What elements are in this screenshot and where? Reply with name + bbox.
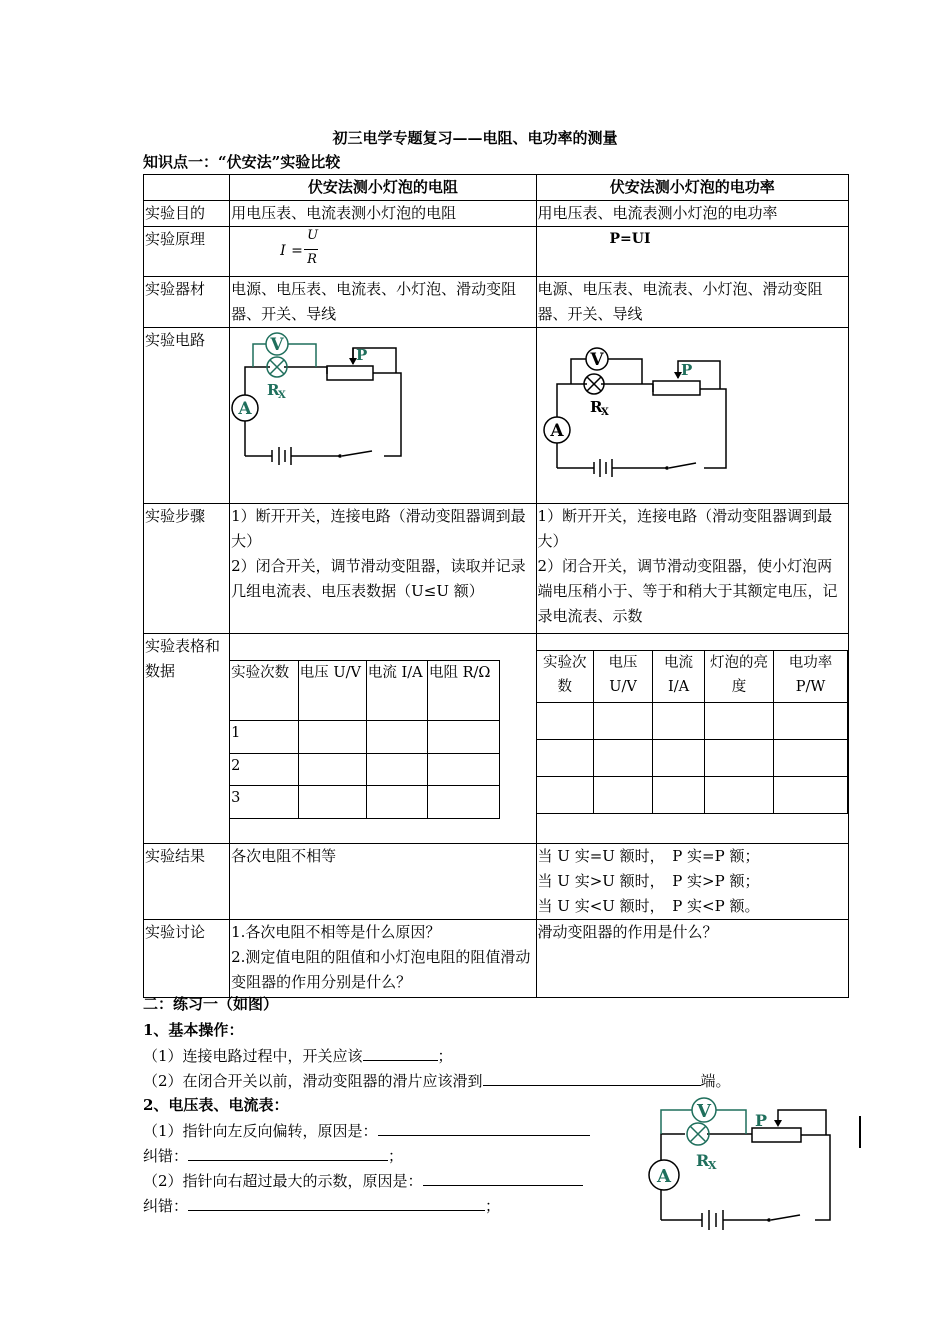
- circuit-diagram-1: [230, 328, 430, 468]
- col-power-p: 电功率P/W: [774, 651, 848, 703]
- data-cell[interactable]: [427, 721, 499, 754]
- q2-2-fix-label: 纠错：: [143, 1197, 189, 1215]
- steps-resistance: [230, 504, 536, 634]
- answer-blank[interactable]: [188, 1194, 485, 1211]
- data-cell[interactable]: [427, 786, 499, 819]
- ammeter-label: A: [238, 399, 252, 419]
- data-table-power: [537, 650, 849, 814]
- result-line-3: 当 U 实<U 额时， P 实<P 额。: [537, 897, 760, 915]
- rx-subscript: X: [278, 390, 286, 401]
- q1-1-text: （1）连接电路过程中，开关应该: [143, 1047, 363, 1065]
- col-trial-p: 实验次数: [537, 651, 594, 703]
- data-cell[interactable]: [537, 740, 594, 777]
- data-table-power-cell: [536, 634, 848, 844]
- q2-1-text: （1）指针向左反向偏转，原因是：: [143, 1122, 378, 1140]
- circuit-resistance-cell: [230, 328, 536, 504]
- section-heading-2: 二：练习一（如图）: [143, 995, 279, 1013]
- discussion-resistance: [230, 920, 536, 998]
- answer-blank[interactable]: [378, 1119, 590, 1136]
- formula-fraction-bar: [304, 249, 318, 250]
- q1-heading: 1、基本操作：: [143, 1021, 244, 1039]
- result-resistance: 各次电阻不相等: [230, 844, 536, 920]
- q2-1-line: [143, 1119, 590, 1141]
- data-cell[interactable]: [594, 777, 653, 814]
- page-title: 初三电学专题复习——电阻、电功率的测量: [332, 129, 618, 147]
- answer-blank[interactable]: [423, 1169, 583, 1186]
- step-2-power: 2）闭合开关，调节滑动变阻器，使小灯泡两端电压稍小于、等于和稍大于其额定电压，记录电流表、示数: [537, 557, 838, 625]
- rx-label-3: R: [696, 1151, 710, 1170]
- data-cell[interactable]: [537, 777, 594, 814]
- row-label-principle: 实验原理: [144, 227, 230, 277]
- col-trial: 实验次数: [230, 661, 298, 721]
- data-cell[interactable]: [594, 703, 653, 740]
- data-cell[interactable]: [705, 740, 774, 777]
- text-cursor: [859, 1116, 861, 1148]
- circuit-diagram-2: [538, 328, 738, 478]
- q1-1-line: [143, 1044, 453, 1066]
- header-empty: [144, 175, 230, 201]
- data-cell[interactable]: [298, 754, 366, 786]
- header-power: 伏安法测小灯泡的电功率: [536, 175, 848, 201]
- formula-lhs: I: [280, 243, 286, 259]
- data-cell[interactable]: [537, 703, 594, 740]
- voltmeter-label-3: V: [697, 1101, 711, 1122]
- comparison-table: [143, 174, 849, 998]
- data-cell[interactable]: [705, 703, 774, 740]
- q2-2-text: （2）指针向右超过最大的示数，原因是：: [143, 1172, 423, 1190]
- rx-label-2: R: [589, 398, 602, 416]
- step-1-resistance: 1）断开开关，连接电路（滑动变阻器调到最大）: [231, 507, 526, 550]
- q1-2-line: [143, 1069, 731, 1091]
- q2-2-line: [143, 1169, 583, 1191]
- discussion-q1: 1.各次电阻不相等是什么原因？: [231, 923, 441, 941]
- row-label-data: 实验表格和数据: [144, 634, 230, 844]
- q1-2-text: （2）在闭合开关以前，滑动变阻器的滑片应该滑到: [143, 1072, 483, 1090]
- data-cell[interactable]: [774, 703, 848, 740]
- formula-eq: =: [291, 243, 303, 259]
- data-cell[interactable]: [653, 703, 705, 740]
- circuit-power-cell: [536, 328, 848, 504]
- data-cell[interactable]: [427, 754, 499, 786]
- ammeter-label-3: A: [657, 1166, 671, 1187]
- data-cell[interactable]: [298, 721, 366, 754]
- data-cell[interactable]: [366, 786, 427, 819]
- formula-denominator: R: [307, 252, 317, 267]
- data-cell[interactable]: [594, 740, 653, 777]
- q2-1-fix-end: ；: [388, 1147, 404, 1165]
- data-table-resistance: [230, 660, 500, 819]
- row-label-purpose: 实验目的: [144, 201, 230, 227]
- formula-power: P=UI: [609, 231, 651, 247]
- data-cell[interactable]: [366, 754, 427, 786]
- q1-2-end: 端。: [700, 1072, 731, 1090]
- q2-1-fix-line: [143, 1144, 403, 1166]
- result-line-2: 当 U 实>U 额时， P 实>P 额；: [537, 872, 760, 890]
- step-2-resistance: 2）闭合开关，调节滑动变阻器，读取并记录几组电流表、电压表数据（U≤U 额）: [231, 557, 526, 600]
- q2-1-fix-label: 纠错：: [143, 1147, 189, 1165]
- data-cell[interactable]: [653, 777, 705, 814]
- equipment-resistance: 电源、电压表、电流表、小灯泡、滑动变阻器、开关、导线: [230, 277, 536, 328]
- rx-subscript-3: X: [708, 1159, 717, 1172]
- voltmeter-label-2: V: [589, 350, 604, 370]
- q1-1-end: ；: [437, 1047, 453, 1065]
- slider-label-3: P: [755, 1111, 768, 1130]
- ammeter-label-2: A: [549, 421, 564, 441]
- step-1-power: 1）断开开关，连接电路（滑动变阻器调到最大）: [537, 507, 833, 550]
- data-cell[interactable]: [653, 740, 705, 777]
- data-cell[interactable]: [705, 777, 774, 814]
- row-trial-3: 3: [230, 786, 298, 819]
- row-trial-1: 1: [230, 721, 298, 754]
- formula-numerator: U: [307, 228, 319, 243]
- answer-blank[interactable]: [188, 1144, 388, 1161]
- col-resistance: 电阻 R/Ω: [427, 661, 499, 721]
- data-table-resistance-cell: [230, 634, 536, 844]
- row-label-steps: 实验步骤: [144, 504, 230, 634]
- section-heading-1: 知识点一：“伏安法”实验比较: [143, 153, 341, 171]
- data-cell[interactable]: [774, 777, 848, 814]
- data-cell[interactable]: [774, 740, 848, 777]
- row-label-equipment: 实验器材: [144, 277, 230, 328]
- discussion-q2: 2.测定值电阻的阻值和小灯泡电阻的阻值滑动变阻器的作用分别是什么？: [231, 948, 531, 991]
- col-current-p: 电流I/A: [653, 651, 705, 703]
- circuit-diagram-3: [640, 1094, 840, 1234]
- col-current: 电流 I/A: [366, 661, 427, 721]
- purpose-power: 用电压表、电流表测小灯泡的电功率: [536, 201, 848, 227]
- header-resistance: 伏安法测小灯泡的电阻: [230, 175, 536, 201]
- rx-subscript-2: X: [600, 407, 609, 418]
- answer-blank[interactable]: [363, 1044, 438, 1061]
- result-line-1: 当 U 实=U 额时， P 实=P 额；: [537, 847, 760, 865]
- data-cell[interactable]: [366, 721, 427, 754]
- principle-resistance: [230, 227, 536, 277]
- result-power: [536, 844, 848, 920]
- q2-2-fix-end: ；: [485, 1197, 501, 1215]
- principle-power: [536, 227, 848, 277]
- row-label-circuit: 实验电路: [144, 328, 230, 504]
- rx-label: R: [267, 381, 280, 399]
- equipment-power: 电源、电压表、电流表、小灯泡、滑动变阻器、开关、导线: [536, 277, 848, 328]
- purpose-resistance: 用电压表、电流表测小灯泡的电阻: [230, 201, 536, 227]
- slider-label-2: P: [680, 361, 692, 379]
- col-brightness-p: 灯泡的亮度: [705, 651, 774, 703]
- row-label-result: 实验结果: [144, 844, 230, 920]
- data-cell[interactable]: [298, 786, 366, 819]
- q2-2-fix-line: [143, 1194, 500, 1216]
- col-voltage: 电压 U/V: [298, 661, 366, 721]
- discussion-power: 滑动变阻器的作用是什么？: [536, 920, 848, 998]
- steps-power: [536, 504, 848, 634]
- voltmeter-label: V: [270, 335, 284, 355]
- row-trial-2: 2: [230, 754, 298, 786]
- row-label-discussion: 实验讨论: [144, 920, 230, 998]
- q2-heading: 2、电压表、电流表：: [143, 1096, 289, 1114]
- slider-label: P: [356, 346, 368, 364]
- col-voltage-p: 电压U/V: [594, 651, 653, 703]
- answer-blank[interactable]: [483, 1069, 701, 1086]
